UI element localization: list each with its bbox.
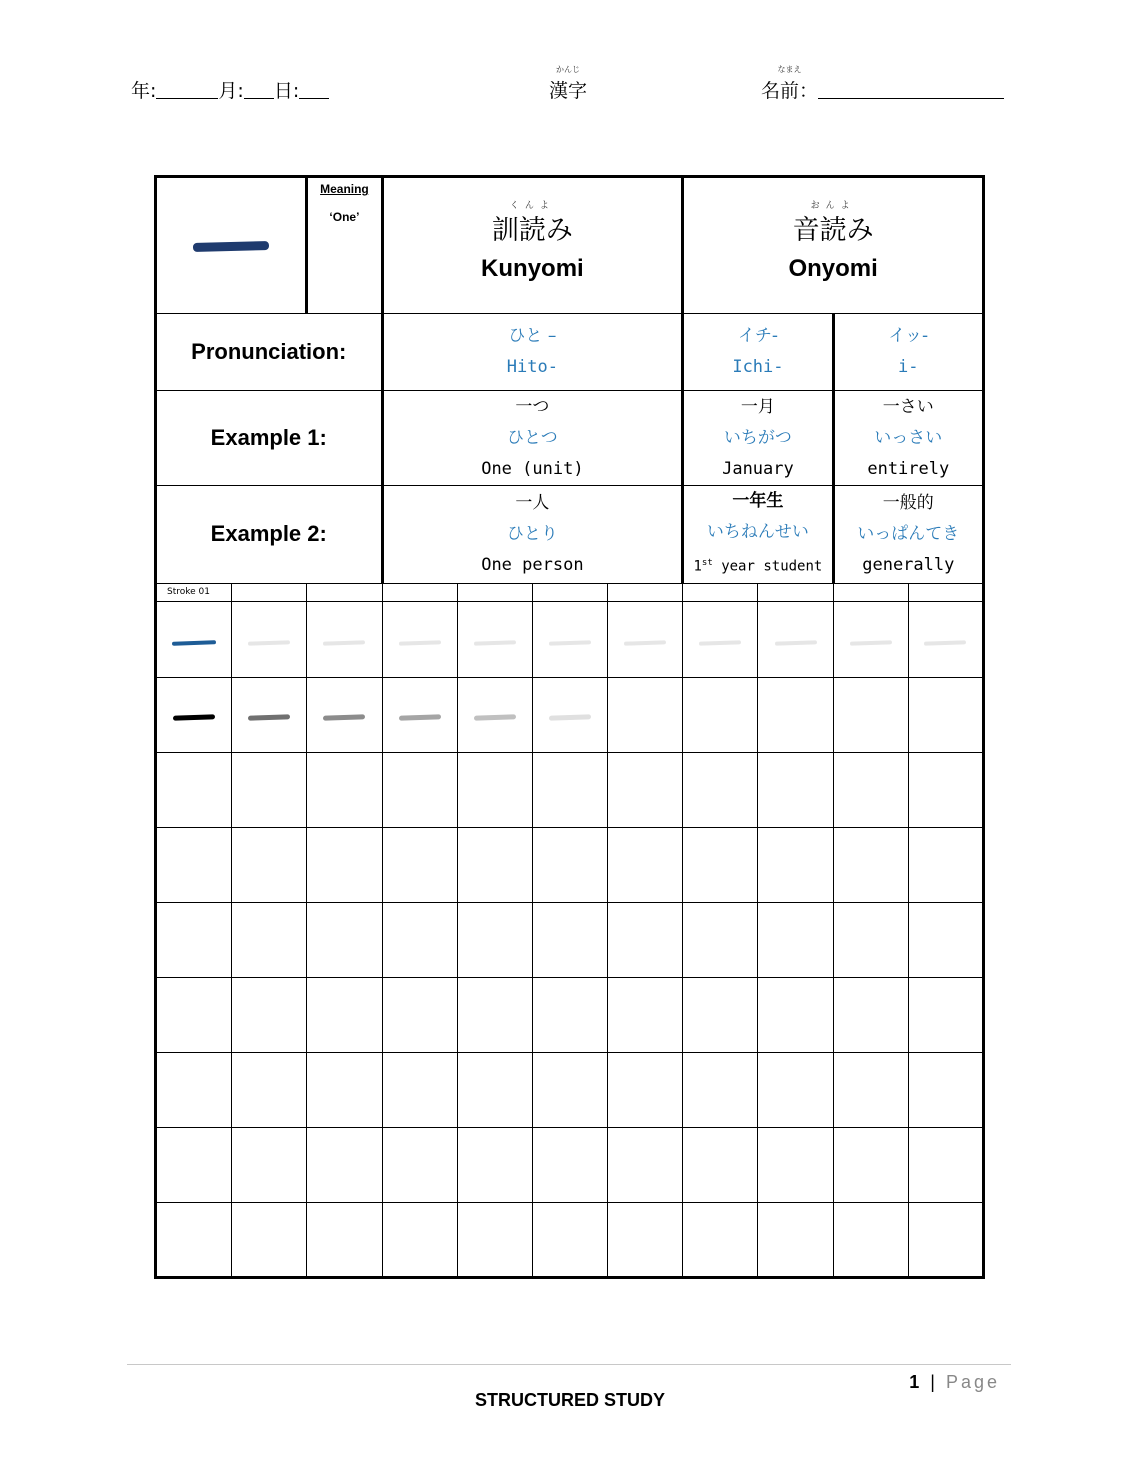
practice-cell[interactable] bbox=[608, 1202, 683, 1277]
example2-label: Example 2: bbox=[210, 521, 327, 547]
practice-cell[interactable] bbox=[457, 902, 532, 977]
ex2-on2-meaning: generally bbox=[862, 554, 955, 575]
trace-cell[interactable] bbox=[833, 677, 908, 752]
practice-cell[interactable] bbox=[156, 902, 232, 977]
practice-cell[interactable] bbox=[758, 1127, 833, 1202]
practice-cell[interactable] bbox=[382, 752, 457, 827]
practice-cell[interactable] bbox=[232, 977, 307, 1052]
practice-cell[interactable] bbox=[307, 902, 382, 977]
trace-stroke bbox=[173, 714, 215, 720]
practice-cell[interactable] bbox=[156, 752, 232, 827]
practice-cell[interactable] bbox=[908, 752, 983, 827]
kanji-label: 漢字 bbox=[549, 80, 588, 102]
practice-cell[interactable] bbox=[833, 902, 908, 977]
practice-cell[interactable] bbox=[608, 827, 683, 902]
practice-cell[interactable] bbox=[908, 1202, 983, 1277]
stroke-label: Stroke 01 bbox=[156, 583, 232, 601]
practice-cell[interactable] bbox=[683, 752, 758, 827]
practice-cell[interactable] bbox=[833, 977, 908, 1052]
pronunciation-label-cell bbox=[156, 314, 383, 391]
practice-cell[interactable] bbox=[758, 827, 833, 902]
stroke-cell bbox=[457, 583, 532, 601]
practice-cell[interactable] bbox=[758, 1202, 833, 1277]
trace-cell[interactable] bbox=[608, 677, 683, 752]
trace-stroke bbox=[323, 714, 365, 720]
practice-cell[interactable] bbox=[608, 1052, 683, 1127]
month-label: 月: bbox=[218, 80, 244, 102]
pron-kun-kana: ひと – bbox=[508, 326, 557, 346]
guide-cell[interactable] bbox=[307, 601, 382, 677]
practice-cell[interactable] bbox=[232, 827, 307, 902]
ex2-on1-reading: いちねんせい bbox=[706, 522, 809, 542]
pron-on1-romaji: Ichi- bbox=[732, 357, 784, 377]
onyomi-kanji: 音読み bbox=[792, 215, 874, 246]
practice-cell[interactable] bbox=[232, 902, 307, 977]
example2-label-cell bbox=[156, 486, 383, 584]
practice-cell[interactable] bbox=[683, 1127, 758, 1202]
ex1-on1-reading: いちがつ bbox=[723, 427, 792, 448]
ex2-on1-meaning-pre: 1 bbox=[693, 558, 702, 575]
name-furigana: なまえ bbox=[777, 65, 802, 74]
practice-row bbox=[156, 752, 984, 827]
ex2-on1-meaning bbox=[684, 548, 831, 583]
meaning-title: Meaning bbox=[320, 182, 369, 196]
trace-cell[interactable] bbox=[683, 677, 758, 752]
page-number: 1 | Page bbox=[909, 1372, 1000, 1392]
practice-cell[interactable] bbox=[156, 1202, 232, 1277]
practice-cell[interactable] bbox=[382, 1052, 457, 1127]
trace-row bbox=[156, 677, 984, 752]
ex2-on2-reading: いっぱんてき bbox=[857, 523, 960, 544]
kanji-display bbox=[156, 177, 307, 314]
trace-cell[interactable] bbox=[908, 677, 983, 752]
name-field bbox=[761, 65, 1004, 103]
name-label: 名前： bbox=[761, 80, 819, 102]
trace-cell[interactable] bbox=[382, 677, 457, 752]
trace-stroke bbox=[399, 714, 441, 720]
pron-on2-kana: イッ- bbox=[888, 326, 929, 346]
day-blank[interactable] bbox=[299, 98, 329, 99]
guide-stroke-ghost bbox=[248, 640, 290, 645]
trace-cell[interactable] bbox=[232, 677, 307, 752]
stroke-cell bbox=[382, 583, 457, 601]
trace-cell[interactable] bbox=[156, 677, 232, 752]
year-blank[interactable] bbox=[156, 98, 218, 99]
trace-stroke bbox=[474, 714, 516, 720]
guide-stroke-blue bbox=[172, 640, 216, 646]
example1-label-cell bbox=[156, 391, 383, 486]
guide-cell[interactable] bbox=[156, 601, 232, 677]
kunyomi-title: Kunyomi bbox=[481, 255, 584, 282]
practice-cell[interactable] bbox=[382, 1127, 457, 1202]
practice-cell[interactable] bbox=[833, 827, 908, 902]
practice-cell[interactable] bbox=[608, 977, 683, 1052]
practice-cell[interactable] bbox=[232, 1052, 307, 1127]
practice-cell[interactable] bbox=[457, 1127, 532, 1202]
practice-cell[interactable] bbox=[307, 1202, 382, 1277]
ex1-kun-reading: ひとつ bbox=[507, 427, 558, 448]
practice-cell[interactable] bbox=[307, 977, 382, 1052]
practice-cell[interactable] bbox=[758, 752, 833, 827]
practice-cell[interactable] bbox=[156, 977, 232, 1052]
guide-stroke-ghost bbox=[474, 640, 516, 645]
practice-row bbox=[156, 977, 984, 1052]
page-number-value: 1 bbox=[909, 1372, 923, 1392]
practice-cell[interactable] bbox=[457, 1052, 532, 1127]
stroke-cell bbox=[232, 583, 307, 601]
practice-cell[interactable] bbox=[908, 827, 983, 902]
pronunciation-on2 bbox=[833, 314, 983, 391]
stroke-cell bbox=[532, 583, 607, 601]
kunyomi-furigana: くんよ bbox=[509, 201, 555, 211]
kanji-title bbox=[549, 65, 588, 103]
stroke-cell bbox=[833, 583, 908, 601]
practice-cell[interactable] bbox=[683, 902, 758, 977]
onyomi-header bbox=[683, 177, 984, 314]
ex1-on1-meaning: January bbox=[722, 458, 794, 479]
guide-cell[interactable] bbox=[683, 601, 758, 677]
practice-cell[interactable] bbox=[382, 827, 457, 902]
stroke-cell bbox=[683, 583, 758, 601]
onyomi-furigana: おんよ bbox=[810, 201, 856, 211]
pronunciation-label: Pronunciation: bbox=[191, 339, 347, 364]
ex1-on1-word: 一月 bbox=[740, 396, 775, 417]
ex1-kun-meaning: One (unit) bbox=[481, 458, 584, 479]
guide-cell[interactable] bbox=[833, 601, 908, 677]
practice-cell[interactable] bbox=[683, 977, 758, 1052]
ex1-on2-reading: いっさい bbox=[874, 427, 943, 448]
pron-kun-romaji: Hito- bbox=[506, 357, 558, 377]
ex2-kun-reading: ひとり bbox=[506, 523, 558, 544]
practice-cell[interactable] bbox=[608, 1127, 683, 1202]
pron-on2-romaji: i- bbox=[898, 357, 919, 377]
practice-cell[interactable] bbox=[758, 902, 833, 977]
year-label: 年: bbox=[131, 80, 157, 102]
practice-cell[interactable] bbox=[833, 1202, 908, 1277]
practice-cell[interactable] bbox=[908, 1127, 983, 1202]
example2-on2 bbox=[833, 486, 983, 584]
practice-cell[interactable] bbox=[307, 1127, 382, 1202]
practice-row bbox=[156, 1127, 984, 1202]
practice-cell[interactable] bbox=[532, 752, 607, 827]
page-word: Page bbox=[945, 1372, 1000, 1392]
practice-cell[interactable] bbox=[156, 827, 232, 902]
practice-cell[interactable] bbox=[532, 977, 607, 1052]
practice-cell[interactable] bbox=[457, 827, 532, 902]
kanji-furigana: かんじ bbox=[556, 65, 580, 74]
practice-cell[interactable] bbox=[232, 752, 307, 827]
practice-cell[interactable] bbox=[156, 1127, 232, 1202]
trace-cell[interactable] bbox=[457, 677, 532, 752]
practice-row bbox=[156, 1202, 984, 1277]
onyomi-title: Onyomi bbox=[788, 255, 878, 282]
kanji-worksheet bbox=[154, 175, 985, 1279]
guide-cell[interactable] bbox=[382, 601, 457, 677]
kanji-one-glyph bbox=[193, 241, 269, 252]
example1-kun bbox=[382, 391, 683, 486]
practice-cell[interactable] bbox=[232, 1127, 307, 1202]
guide-cell[interactable] bbox=[232, 601, 307, 677]
practice-cell[interactable] bbox=[382, 977, 457, 1052]
kunyomi-header bbox=[382, 177, 683, 314]
practice-cell[interactable] bbox=[532, 827, 607, 902]
example1-on2 bbox=[833, 391, 983, 486]
guide-stroke-ghost bbox=[624, 640, 666, 645]
practice-cell[interactable] bbox=[758, 1052, 833, 1127]
ex1-on2-word: 一さい bbox=[882, 396, 934, 417]
pronunciation-on1 bbox=[683, 314, 833, 391]
practice-cell[interactable] bbox=[833, 752, 908, 827]
stroke-order-row bbox=[156, 583, 984, 601]
practice-cell[interactable] bbox=[683, 1052, 758, 1127]
practice-row bbox=[156, 902, 984, 977]
footer-divider bbox=[127, 1364, 1011, 1365]
guide-stroke-ghost bbox=[850, 640, 892, 645]
practice-cell[interactable] bbox=[608, 902, 683, 977]
practice-cell[interactable] bbox=[457, 1202, 532, 1277]
example1-label: Example 1: bbox=[210, 425, 327, 450]
practice-cell[interactable] bbox=[908, 977, 983, 1052]
guide-stroke-ghost bbox=[399, 640, 441, 645]
practice-cell[interactable] bbox=[532, 1202, 607, 1277]
month-blank[interactable] bbox=[244, 98, 274, 99]
ex1-kun-word: 一つ bbox=[515, 396, 550, 417]
guide-cell[interactable] bbox=[532, 601, 607, 677]
ex1-on2-meaning: entirely bbox=[867, 458, 950, 479]
guide-cell[interactable] bbox=[457, 601, 532, 677]
practice-cell[interactable] bbox=[683, 1202, 758, 1277]
footer-brand: STRUCTURED STUDY bbox=[474, 1390, 665, 1410]
kunyomi-kanji: 訓読み bbox=[491, 215, 573, 246]
practice-cell[interactable] bbox=[908, 1052, 983, 1127]
practice-cell[interactable] bbox=[156, 1052, 232, 1127]
day-label: 日: bbox=[273, 80, 300, 102]
practice-cell[interactable] bbox=[307, 752, 382, 827]
practice-cell[interactable] bbox=[532, 1127, 607, 1202]
practice-cell[interactable] bbox=[382, 902, 457, 977]
example2-kun bbox=[382, 486, 683, 584]
example2-on1 bbox=[683, 486, 833, 584]
ex2-on2-word: 一般的 bbox=[882, 492, 934, 513]
practice-cell[interactable] bbox=[307, 1052, 382, 1127]
guide-row bbox=[156, 601, 984, 677]
practice-cell[interactable] bbox=[833, 1052, 908, 1127]
practice-cell[interactable] bbox=[833, 1127, 908, 1202]
pron-on1-kana: イチ- bbox=[737, 326, 778, 346]
guide-stroke-ghost bbox=[924, 640, 966, 645]
name-blank[interactable] bbox=[818, 98, 1004, 99]
practice-cell[interactable] bbox=[908, 902, 983, 977]
practice-cell[interactable] bbox=[232, 1202, 307, 1277]
date-fields bbox=[131, 76, 329, 103]
guide-cell[interactable] bbox=[758, 601, 833, 677]
practice-row bbox=[156, 827, 984, 902]
trace-cell[interactable] bbox=[532, 677, 607, 752]
trace-stroke bbox=[248, 714, 290, 720]
pronunciation-kun bbox=[382, 314, 683, 391]
practice-cell[interactable] bbox=[457, 752, 532, 827]
practice-cell[interactable] bbox=[457, 977, 532, 1052]
practice-cell[interactable] bbox=[307, 827, 382, 902]
practice-cell[interactable] bbox=[608, 752, 683, 827]
stroke-cell bbox=[908, 583, 983, 601]
guide-cell[interactable] bbox=[608, 601, 683, 677]
ex2-kun-word: 一人 bbox=[515, 492, 550, 513]
ex2-on1-word: 一年生 bbox=[732, 491, 784, 511]
ex2-on1-meaning-sup: st bbox=[701, 558, 713, 568]
meaning-cell bbox=[307, 177, 382, 314]
stroke-cell bbox=[307, 583, 382, 601]
stroke-cell bbox=[608, 583, 683, 601]
practice-cell[interactable] bbox=[683, 827, 758, 902]
stroke-cell bbox=[758, 583, 833, 601]
guide-stroke-ghost bbox=[699, 640, 741, 645]
practice-cell[interactable] bbox=[532, 1052, 607, 1127]
example1-on1 bbox=[683, 391, 833, 486]
meaning-value: ‘One’ bbox=[329, 210, 360, 224]
guide-cell[interactable] bbox=[908, 601, 983, 677]
trace-cell[interactable] bbox=[307, 677, 382, 752]
guide-stroke-ghost bbox=[323, 640, 365, 645]
trace-stroke bbox=[549, 714, 591, 720]
guide-stroke-ghost bbox=[549, 640, 591, 645]
practice-row bbox=[156, 1052, 984, 1127]
trace-cell[interactable] bbox=[758, 677, 833, 752]
practice-cell[interactable] bbox=[382, 1202, 457, 1277]
ex2-on1-meaning-post: year student bbox=[712, 558, 823, 575]
guide-stroke-ghost bbox=[774, 640, 816, 645]
practice-cell[interactable] bbox=[532, 902, 607, 977]
ex2-kun-meaning: One person bbox=[481, 554, 584, 575]
practice-cell[interactable] bbox=[758, 977, 833, 1052]
